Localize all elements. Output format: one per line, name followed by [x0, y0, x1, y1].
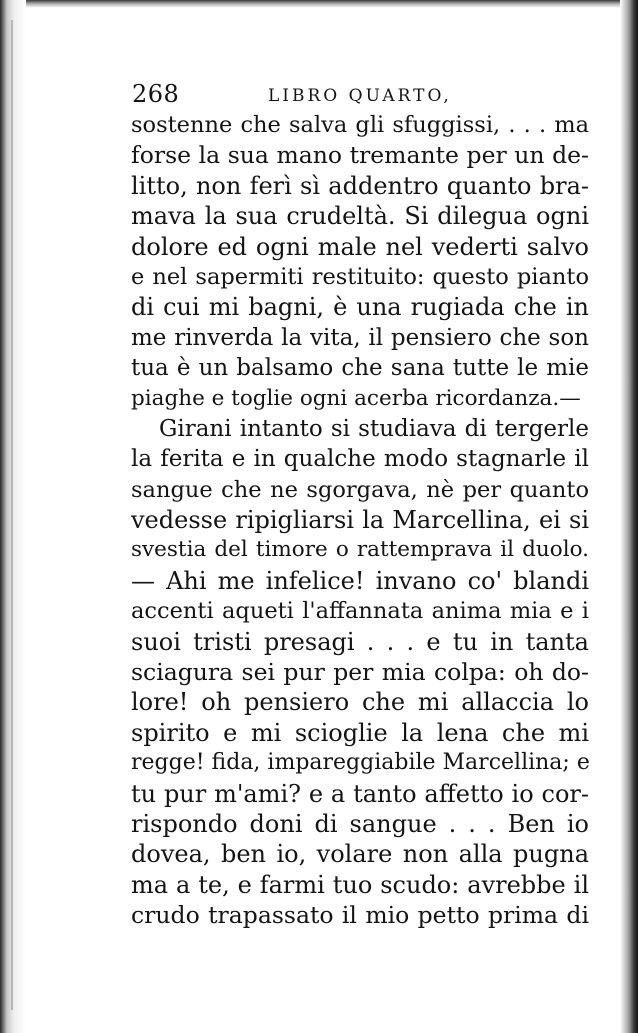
text-line: sostenne che salva gli sfuggissi, . . . ma: [131, 112, 589, 138]
text-line: vedesse ripigliarsi la Marcellina, ei si: [131, 506, 589, 535]
page-left-edge: [0, 0, 26, 1033]
text-line: accenti aqueti l'affannata anima mia e i: [131, 598, 589, 625]
text-line: crudo trapassato il mio petto prima di: [131, 901, 589, 930]
body-text: [131, 110, 589, 931]
binding-line: [11, 20, 13, 1010]
text-line: me rinverda la vita, il pensiero che son: [131, 324, 589, 351]
text-line: svestia del timore o rattemprava il duolo.: [131, 537, 589, 563]
text-line: dolore ed ogni male nel vederti salvo: [131, 232, 589, 261]
text-line: di cui mi bagni, è una rugiada che in: [131, 293, 589, 322]
text-line: — Ahi me infelice! invano co' blandi: [131, 566, 589, 595]
text-line: litto, non ferì sì addentro quanto bra-: [131, 171, 589, 200]
text-line: lore! oh pensiero che mi allaccia lo: [131, 688, 589, 717]
page-number: 268: [132, 80, 180, 108]
text-line: sciagura sei pur per mia colpa: oh do-: [131, 658, 589, 687]
paragraph-start-line: Girani intanto si studiava di tergerle: [159, 415, 589, 442]
text-line: e nel sapermiti restituito: questo pianto: [131, 263, 589, 290]
page-header: [128, 78, 596, 112]
text-line: tu pur m'ami? e a tanto affetto io cor-: [131, 779, 589, 808]
text-line: sangue che ne sgorgava, nè per quanto: [131, 476, 589, 503]
text-line: mava la sua crudeltà. Si dilegua ogni: [131, 202, 589, 231]
page-top-edge: [0, 0, 638, 8]
text-line: piaghe e toglie ogni acerba ricordanza.—: [131, 385, 581, 411]
text-line: dovea, ben io, volare non alla pugna: [131, 840, 589, 869]
text-line: ma a te, e farmi tuo scudo: avrebbe il: [131, 870, 589, 899]
text-line: tua è un balsamo che sana tutte le mie: [131, 355, 589, 382]
page-right-edge: [620, 0, 638, 1033]
text-line: spirito e mi scioglie la lena che mi: [131, 718, 589, 747]
text-line: forse la sua mano tremante per un de-: [131, 141, 589, 170]
text-line: regge! fida, impareggiabile Marcellina; e: [131, 750, 590, 776]
running-head: LIBRO QUARTO,: [268, 86, 452, 106]
text-line: rispondo doni di sangue . . . Ben io: [131, 809, 589, 838]
text-line: suoi tristi presagi . . . e tu in tanta: [131, 627, 589, 656]
text-line: la ferita e in qualche modo stagnarle il: [131, 446, 589, 473]
